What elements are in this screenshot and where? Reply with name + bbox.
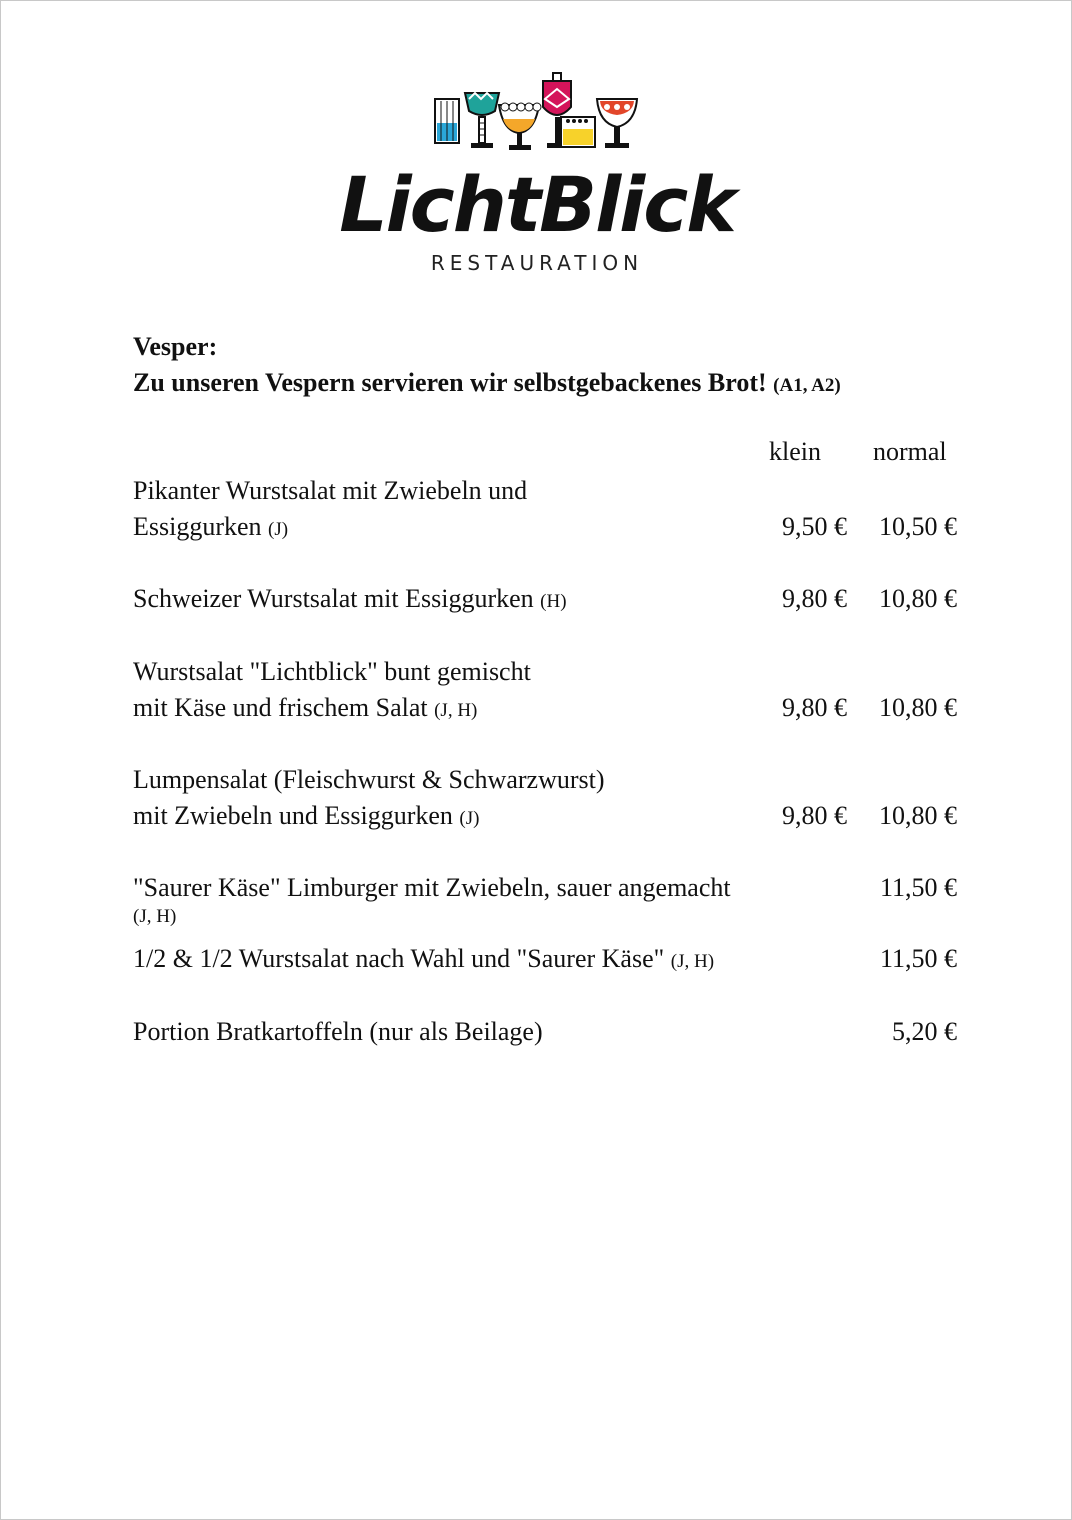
menu-item-name: Portion Bratkartoffeln (nur als Beilage) — [133, 1017, 543, 1046]
menu-item-name-text: mit Zwiebeln und Essiggurken — [133, 801, 453, 830]
menu-item-allergens: (J) — [268, 519, 289, 540]
menu-item-price-small: 9,50 € — [782, 512, 847, 541]
menu-item-price-normal: 10,80 € — [879, 584, 957, 613]
menu-item-name-line — [133, 581, 793, 620]
menu-item-name: Pikanter Wurstsalat mit Zwiebeln und — [133, 476, 528, 505]
menu-item-name-line2 — [133, 509, 793, 548]
section-heading — [133, 329, 963, 404]
menu-item-name: Wurstsalat "Lichtblick" bunt gemischt — [133, 657, 531, 686]
menu-item — [133, 870, 963, 928]
menu-item-price-normal: 10,80 € — [879, 693, 957, 722]
menu-item-price-normal: 11,50 € — [879, 944, 957, 973]
menu-item-price-small: 9,80 € — [782, 801, 847, 830]
menu-item-allergens: (J) — [459, 808, 480, 829]
menu-item-allergens: (J, H) — [133, 906, 177, 927]
column-header-normal: normal — [873, 437, 947, 466]
menu-item-name-text: mit Käse und frischem Salat — [133, 693, 428, 722]
menu-item-name-text: Essiggurken — [133, 512, 262, 541]
menu-item-name: "Saurer Käse" Limburger mit Zwiebeln, sauer angemacht — [133, 873, 731, 902]
logo-subtitle: RESTAURATION — [430, 251, 644, 275]
menu-item — [133, 941, 963, 980]
section-subtitle — [133, 365, 963, 404]
menu-item-price-normal: 11,50 € — [879, 873, 957, 902]
menu-item-price-normal: 10,80 € — [879, 801, 957, 830]
glasses-illustration-icon — [431, 71, 641, 157]
menu-item — [133, 654, 963, 729]
section-title: Vesper: — [133, 332, 218, 361]
menu-item-allergens: (H) — [540, 591, 567, 612]
menu-item-name-text: Schweizer Wurstsalat mit Essiggurken — [133, 584, 534, 613]
restaurant-logo — [321, 71, 753, 281]
menu-item-price-normal: 10,50 € — [879, 512, 957, 541]
menu-item-name-text: 1/2 & 1/2 Wurstsalat nach Wahl und "Saurer Käse" — [133, 944, 665, 973]
menu-item-allergens: (J, H) — [434, 700, 478, 721]
section-subtitle-text: Zu unseren Vespern servieren wir selbstgebackenes Brot! — [133, 368, 767, 397]
menu-item — [133, 762, 963, 837]
menu-item-price-normal: 5,20 € — [892, 1017, 957, 1046]
logo-wordmark-text: LichtBlick — [339, 161, 735, 249]
section-subtitle-allergens: (A1, A2) — [773, 375, 841, 396]
menu-item-name-line — [133, 941, 833, 980]
menu-item-name-line2 — [133, 690, 793, 729]
column-header-small: klein — [769, 437, 821, 466]
menu-item-name-line2 — [133, 798, 793, 837]
logo-wordmark — [321, 161, 753, 321]
menu-item-name: Lumpensalat (Fleischwurst & Schwarzwurst) — [133, 765, 605, 794]
menu-item — [133, 473, 963, 548]
menu-item — [133, 1014, 963, 1050]
menu-item-price-small: 9,80 € — [782, 693, 847, 722]
menu-item-price-small: 9,80 € — [782, 584, 847, 613]
menu-item — [133, 581, 963, 620]
menu-item-allergens: (J, H) — [670, 951, 715, 972]
